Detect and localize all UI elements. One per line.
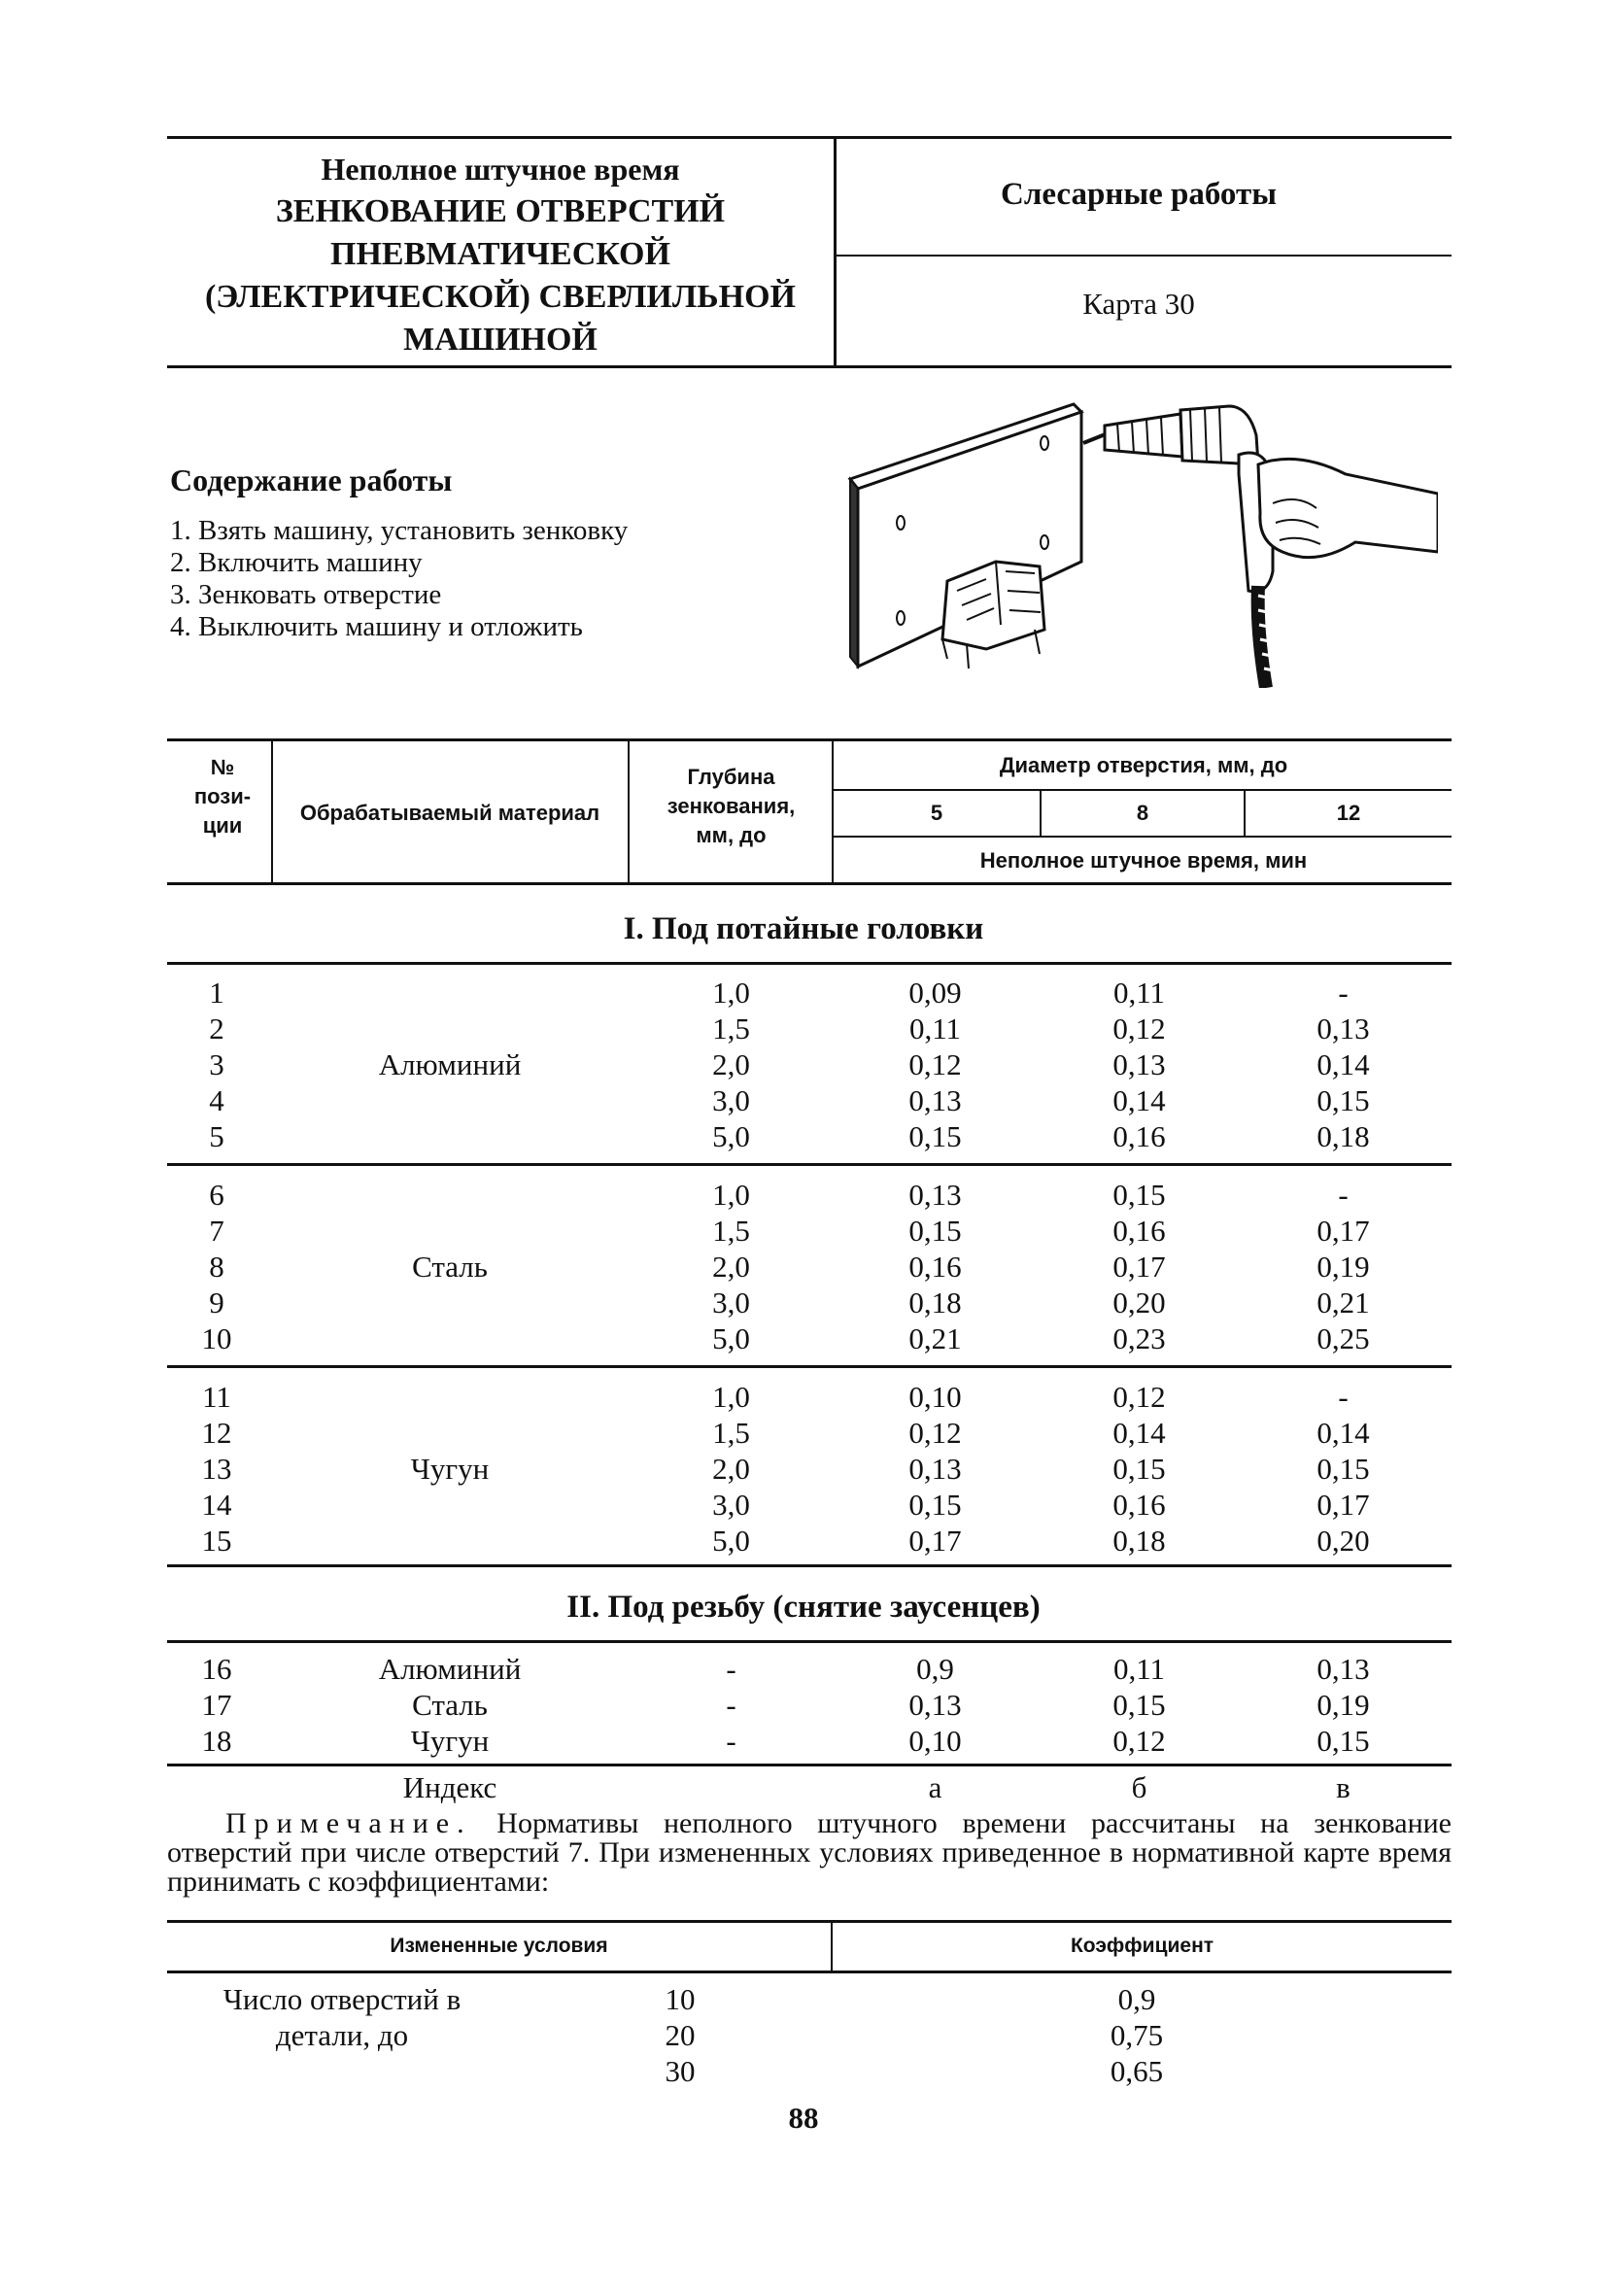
- position-cell: 5: [209, 1119, 224, 1153]
- depth-cell: 3,0: [712, 1285, 750, 1319]
- note-lead: Примечание.: [225, 1807, 472, 1839]
- col-divider: [832, 740, 834, 884]
- card-number: Карта 30: [1082, 287, 1195, 321]
- group-rule: [167, 1365, 1452, 1368]
- time-cell: 0,13: [908, 1452, 962, 1486]
- time-cell: 0,15: [1112, 1688, 1166, 1722]
- coefficient-header: Коэффициент: [1070, 1935, 1214, 1957]
- position-header: [178, 753, 267, 840]
- time-cell: 0,13: [908, 1178, 962, 1212]
- time-cell: 0,14: [1112, 1083, 1166, 1117]
- condition-value: 20: [665, 2018, 696, 2052]
- time-cell: 0,15: [1316, 1452, 1370, 1486]
- conditions-header: Измененные условия: [390, 1935, 608, 1957]
- time-cell: 0,21: [908, 1321, 962, 1355]
- header-divider: [834, 136, 837, 367]
- diameter-5-header: 5: [930, 801, 943, 825]
- depth-cell: 5,0: [712, 1524, 750, 1558]
- coefficient-value: 0,75: [1110, 2018, 1164, 2052]
- diameter-12-header: 12: [1336, 801, 1361, 825]
- time-cell: 0,20: [1112, 1285, 1166, 1319]
- time-cell: 0,17: [908, 1524, 962, 1558]
- page-number: 88: [788, 2101, 819, 2135]
- depth-cell: 1,0: [712, 976, 750, 1010]
- time-cell: 0,16: [1112, 1119, 1166, 1153]
- condition-label: детали, до: [275, 2018, 409, 2052]
- time-cell: 0,16: [1112, 1214, 1166, 1248]
- time-cell: 0,14: [1112, 1416, 1166, 1450]
- time-cell: 0,13: [1316, 1011, 1370, 1045]
- position-cell: 18: [201, 1724, 232, 1758]
- condition-value: 30: [665, 2054, 696, 2088]
- diameter-header: Диаметр отверстия, мм, до: [999, 753, 1288, 777]
- time-cell: 0,13: [1316, 1652, 1370, 1686]
- header-title-block: [167, 148, 834, 361]
- depth-cell: -: [726, 1724, 736, 1758]
- depth-cell: 5,0: [712, 1119, 750, 1153]
- col-divider: [271, 740, 273, 884]
- section-title: I. Под потайные головки: [623, 911, 984, 946]
- time-cell: 0,18: [908, 1285, 962, 1319]
- time-cell: -: [1338, 1178, 1349, 1212]
- depth-cell: 1,5: [712, 1011, 750, 1045]
- depth-cell: 1,5: [712, 1214, 750, 1248]
- index-label: Индекс: [402, 1770, 497, 1804]
- time-cell: 0,20: [1316, 1524, 1370, 1558]
- work-step: 4. Выключить машину и отложить: [170, 611, 583, 642]
- time-cell: 0,19: [1316, 1688, 1370, 1722]
- time-cell: 0,11: [908, 1011, 962, 1045]
- material-cell: Сталь: [412, 1688, 488, 1722]
- time-cell: 0,13: [908, 1688, 962, 1722]
- depth-cell: -: [726, 1652, 736, 1686]
- depth-cell: 1,0: [712, 1380, 750, 1414]
- time-cell: 0,11: [1112, 976, 1166, 1010]
- time-cell: 0,18: [1316, 1119, 1370, 1153]
- time-cell: 0,19: [1316, 1250, 1370, 1284]
- material-cell: Алюминий: [378, 1047, 522, 1081]
- diameter-8-header: 8: [1136, 801, 1149, 825]
- position-cell: 13: [201, 1452, 232, 1486]
- depth-header-line: зенкования,: [667, 794, 796, 818]
- index-rule: [167, 1764, 1452, 1766]
- coefficient-value: 0,9: [1117, 1982, 1156, 2016]
- group-rule: [167, 1163, 1452, 1166]
- time-cell: 0,10: [908, 1380, 962, 1414]
- section-title: II. Под резьбу (снятие заусенцев): [566, 1590, 1041, 1625]
- coef-table-top-rule: [167, 1920, 1452, 1923]
- work-category: Слесарные работы: [1001, 177, 1277, 212]
- time-cell: 0,13: [908, 1083, 962, 1117]
- time-cell: 0,15: [1112, 1178, 1166, 1212]
- time-cell: 0,12: [1112, 1724, 1166, 1758]
- condition-label: Число отверстий в: [222, 1982, 462, 2016]
- title-line: МАШИНОЙ: [403, 322, 598, 358]
- time-cell: 0,15: [1112, 1452, 1166, 1486]
- time-cell: 0,12: [1112, 1380, 1166, 1414]
- depth-cell: 5,0: [712, 1321, 750, 1355]
- depth-cell: 3,0: [712, 1488, 750, 1522]
- time-cell: 0,14: [1316, 1416, 1370, 1450]
- page-title: [167, 190, 834, 361]
- position-cell: 8: [209, 1250, 224, 1284]
- depth-cell: 2,0: [712, 1452, 750, 1486]
- position-cell: 11: [202, 1380, 231, 1414]
- header-subrule: [834, 789, 1452, 791]
- depth-cell: 2,0: [712, 1047, 750, 1081]
- title-line: ЗЕНКОВАНИЕ ОТВЕРСТИЙ: [275, 193, 726, 229]
- position-cell: 16: [201, 1652, 232, 1686]
- time-cell: 0,12: [1112, 1011, 1166, 1045]
- time-cell: 0,9: [916, 1652, 954, 1686]
- position-cell: 9: [209, 1285, 224, 1319]
- time-cell: 0,11: [1112, 1652, 1166, 1686]
- index-cell: в: [1336, 1770, 1351, 1804]
- note-paragraph: [167, 1809, 1452, 1897]
- col-divider: [628, 740, 630, 884]
- time-cell: -: [1338, 976, 1349, 1010]
- position-cell: 6: [209, 1178, 224, 1212]
- time-cell: 0,23: [1112, 1321, 1166, 1355]
- time-cell: 0,10: [908, 1724, 962, 1758]
- position-cell: 10: [201, 1321, 232, 1355]
- time-cell: 0,16: [908, 1250, 962, 1284]
- time-cell: 0,25: [1316, 1321, 1370, 1355]
- work-step: 1. Взять машину, установить зенковку: [170, 515, 629, 546]
- time-cell: 0,16: [1112, 1488, 1166, 1522]
- position-header-line: №: [210, 755, 235, 779]
- time-cell: 0,12: [908, 1416, 962, 1450]
- title-line: (ЭЛЕКТРИЧЕСКОЙ) СВЕРЛИЛЬНОЙ: [204, 279, 796, 315]
- position-cell: 2: [209, 1011, 224, 1045]
- time-cell: 0,15: [908, 1119, 962, 1153]
- index-cell: б: [1131, 1770, 1147, 1804]
- header-bottom-rule: [167, 365, 1452, 368]
- section-rule: [167, 962, 1452, 965]
- depth-cell: 2,0: [712, 1250, 750, 1284]
- work-steps-list: [170, 515, 628, 643]
- table-header-bottom-rule: [167, 882, 1452, 885]
- work-step: 3. Зенковать отверстие: [170, 579, 442, 610]
- position-cell: 15: [201, 1524, 232, 1558]
- time-cell: 0,13: [1112, 1047, 1166, 1081]
- position-cell: 12: [201, 1416, 232, 1450]
- time-cell: 0,15: [1316, 1724, 1370, 1758]
- drilling-machine-illustration: [840, 396, 1438, 688]
- material-cell: Чугун: [410, 1452, 490, 1486]
- position-cell: 7: [209, 1214, 224, 1248]
- section-rule: [167, 1640, 1452, 1643]
- depth-header-line: Глубина: [687, 765, 775, 789]
- position-cell: 17: [201, 1688, 232, 1722]
- position-cell: 3: [209, 1047, 224, 1081]
- time-cell: 0,15: [1316, 1083, 1370, 1117]
- time-cell: 0,17: [1316, 1488, 1370, 1522]
- time-cell: 0,17: [1316, 1214, 1370, 1248]
- coef-table-header-rule: [167, 1970, 1452, 1973]
- material-cell: Сталь: [412, 1250, 488, 1284]
- header-subrule: [834, 836, 1452, 838]
- material-cell: Алюминий: [378, 1652, 522, 1686]
- table-top-rule: [167, 738, 1452, 741]
- depth-cell: 1,0: [712, 1178, 750, 1212]
- depth-cell: 1,5: [712, 1416, 750, 1450]
- time-cell: 0,12: [908, 1047, 962, 1081]
- index-cell: а: [928, 1770, 942, 1804]
- time-cell: 0,15: [908, 1214, 962, 1248]
- position-header-line: ции: [202, 813, 243, 838]
- title-line: ПНЕВМАТИЧЕСКОЙ: [330, 236, 670, 272]
- top-rule: [167, 136, 1452, 139]
- time-cell: 0,17: [1112, 1250, 1166, 1284]
- time-cell: 0,21: [1316, 1285, 1370, 1319]
- position-cell: 1: [209, 976, 224, 1010]
- material-cell: Чугун: [410, 1724, 490, 1758]
- depth-header: [632, 763, 831, 850]
- header-subtitle: Неполное штучное время: [321, 152, 680, 187]
- work-content-heading: Содержание работы: [170, 463, 453, 497]
- time-cell: 0,09: [908, 976, 962, 1010]
- time-cell: 0,15: [908, 1488, 962, 1522]
- work-step: 2. Включить машину: [170, 547, 423, 578]
- condition-value: 10: [665, 1982, 696, 2016]
- position-cell: 4: [209, 1083, 224, 1117]
- group-rule: [167, 1564, 1452, 1567]
- position-header-line: пози-: [193, 784, 252, 808]
- time-cell: 0,18: [1112, 1524, 1166, 1558]
- coefficient-value: 0,65: [1110, 2054, 1164, 2088]
- note-text: Нормативы неполного штучного времени рассчитаны на зенкование отверстий при числе отверстий 7. При измененных условиях приведенное в нормативной карте время принимать с коэффициентами:: [167, 1807, 1452, 1898]
- time-cell: 0,14: [1316, 1047, 1370, 1081]
- material-header: Обрабатываемый материал: [299, 801, 600, 825]
- depth-cell: -: [726, 1688, 736, 1722]
- depth-cell: 3,0: [712, 1083, 750, 1117]
- time-header: Неполное штучное время, мин: [979, 848, 1308, 873]
- time-cell: -: [1338, 1380, 1349, 1414]
- header-inner-rule: [837, 255, 1452, 257]
- depth-header-line: мм, до: [696, 823, 767, 847]
- position-cell: 14: [201, 1488, 232, 1522]
